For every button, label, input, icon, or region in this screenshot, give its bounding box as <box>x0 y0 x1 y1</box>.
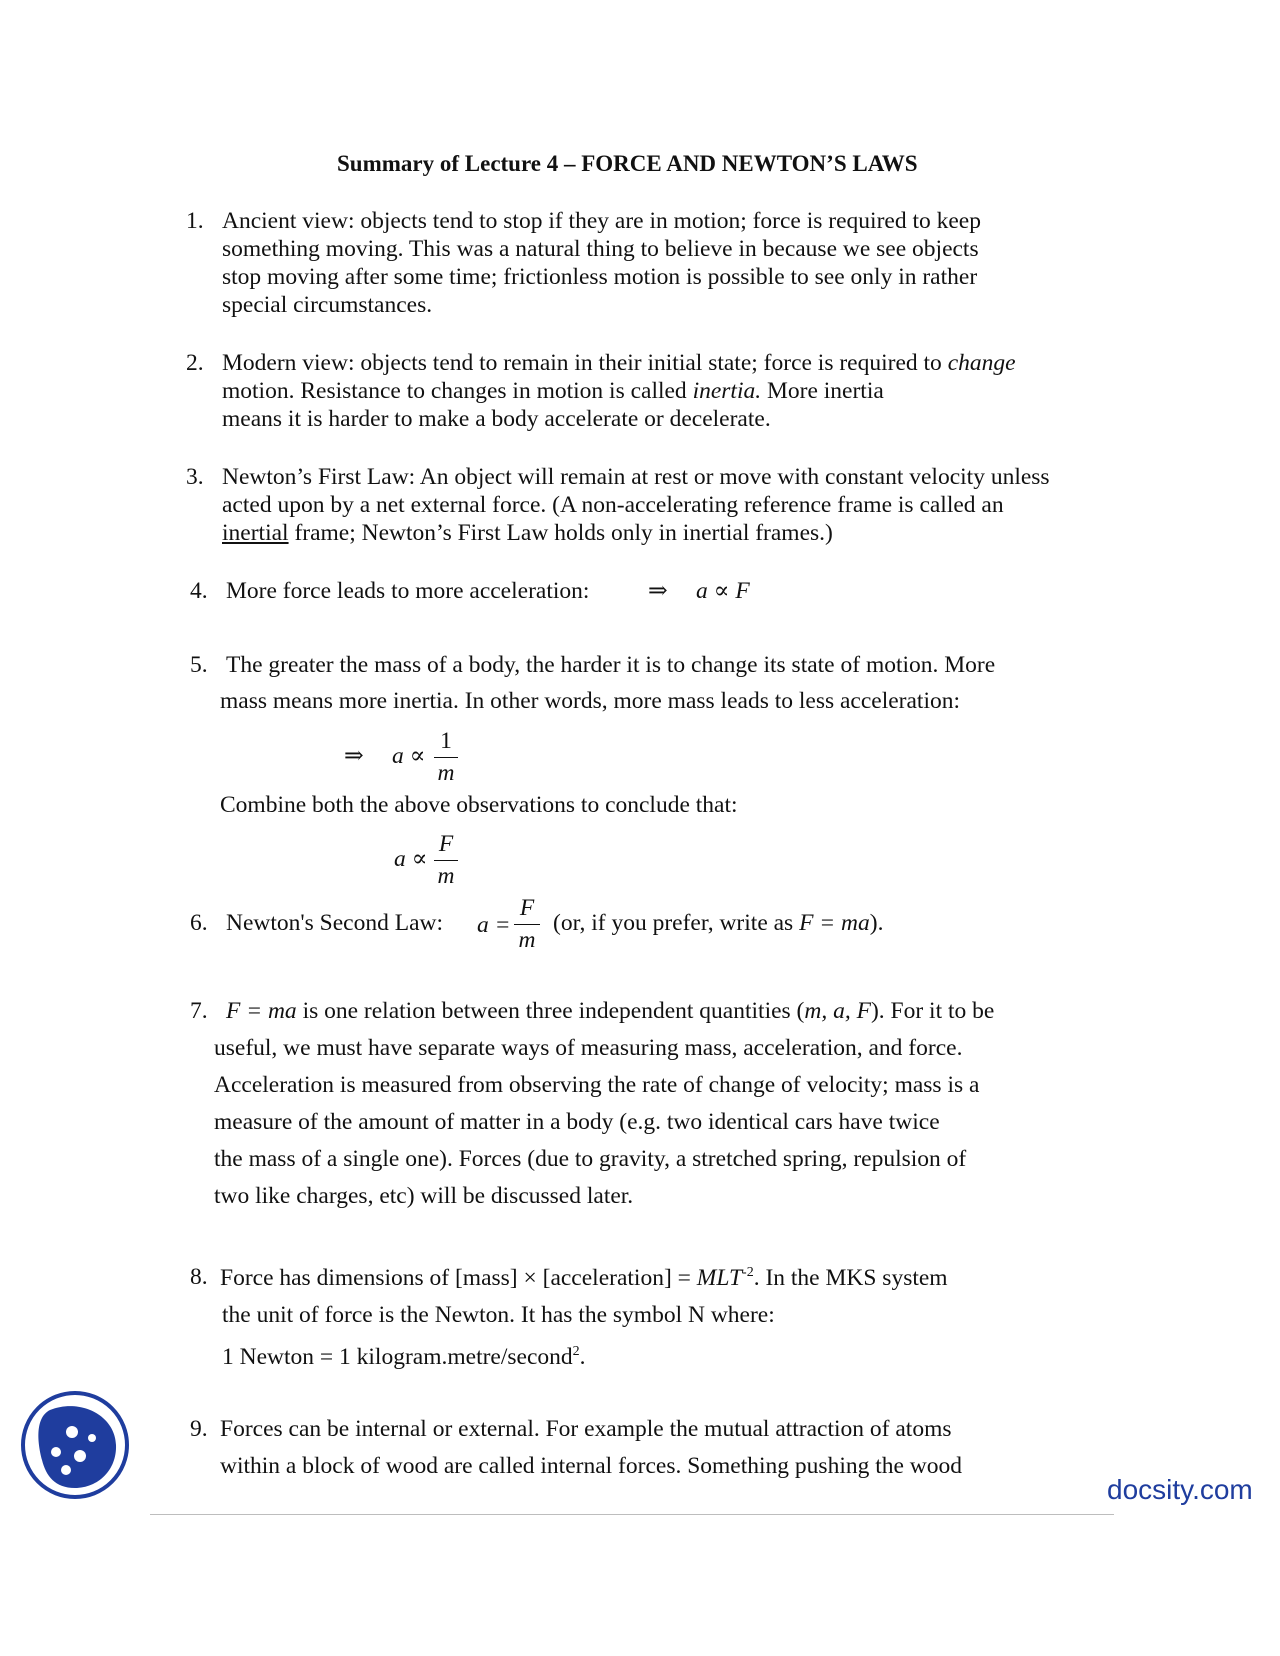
item-5-implies-arrow: ⇒ <box>344 743 364 769</box>
item-8-exponent: 2 <box>572 1344 580 1359</box>
item-5-fraction-1 <box>434 730 458 785</box>
item-2-number: 2. <box>186 350 204 376</box>
item-7-line-6: two like charges, etc) will be discussed later. <box>214 1183 634 1209</box>
item-8-dimension: MLT <box>696 1264 743 1291</box>
item-1-number: 1. <box>186 208 204 234</box>
item-8-exponent: -2 <box>742 1265 754 1280</box>
item-3-underlined-inertial: inertial <box>222 520 289 546</box>
item-5-formula-1-lhs: a ∝ <box>392 743 426 769</box>
item-6-tail-text: (or, if you prefer, write as <box>553 910 800 936</box>
item-7-text: ). For it to be <box>870 998 995 1024</box>
item-8-text: Force has dimensions of [mass] × [acceleration] = <box>220 1264 697 1291</box>
page-title: Summary of Lecture 4 – FORCE AND NEWTON’S LAWS <box>337 151 918 176</box>
fraction-numerator: 1 <box>440 728 452 754</box>
item-7-line-1 <box>226 1000 994 1024</box>
item-2-line-1 <box>222 352 1016 376</box>
item-8-line-1 <box>220 1266 948 1290</box>
fraction-numerator: F <box>519 895 535 921</box>
item-1-line-3: stop moving after some time; frictionless motion is possible to see only in rather <box>222 264 978 290</box>
fraction-bar <box>434 757 458 758</box>
item-2-text: Modern view: objects tend to remain in their initial state; force is required to <box>222 350 948 376</box>
item-2-text: motion. Resistance to changes in motion is called <box>222 378 693 404</box>
fraction-denominator: m <box>437 759 455 786</box>
item-7-text: is one relation between three independent quantities ( <box>296 998 805 1024</box>
item-6-fraction <box>514 897 540 952</box>
item-8-text: . <box>579 1343 586 1370</box>
item-2-line-3: means it is harder to make a body accelerate or decelerate. <box>222 406 771 432</box>
fraction-bar <box>434 860 458 861</box>
item-8-text: . In the MKS system <box>753 1264 948 1291</box>
item-5-line-2: mass means more inertia. In other words, more mass leads to less acceleration: <box>220 688 961 714</box>
item-6-formula-lhs: a = <box>477 912 511 938</box>
item-8-number: 8. <box>190 1264 208 1290</box>
fraction-numerator: F <box>438 831 454 857</box>
item-9-number: 9. <box>190 1416 208 1442</box>
item-2-line-2 <box>222 380 884 404</box>
item-9-line-1: Forces can be internal or external. For example the mutual attraction of atoms <box>220 1416 952 1442</box>
item-7-line-3: Acceleration is measured from observing the rate of change of velocity; mass is a <box>214 1072 980 1098</box>
item-6-number: 6. <box>190 910 208 936</box>
item-4-text: More force leads to more acceleration: <box>226 578 590 604</box>
item-7-quantities: m, a, F <box>804 998 871 1024</box>
item-6-tail-formula: F = ma <box>799 910 870 936</box>
item-7-number: 7. <box>190 998 208 1024</box>
item-1-line-1: Ancient view: objects tend to stop if they are in motion; force is required to keep <box>222 208 981 234</box>
item-7-line-5: the mass of a single one). Forces (due to gravity, a stretched spring, repulsion of <box>214 1146 967 1172</box>
item-1-line-2: something moving. This was a natural thing to believe in because we see objects <box>222 236 979 262</box>
item-7-line-4: measure of the amount of matter in a body (e.g. two identical cars have twice <box>214 1109 940 1135</box>
item-8-text: 1 Newton = 1 kilogram.metre/second <box>222 1343 573 1370</box>
docsity-logo-icon[interactable] <box>20 1390 130 1500</box>
item-1-line-4: special circumstances. <box>222 292 433 318</box>
item-3-line-1: Newton’s First Law: An object will remain at rest or move with constant velocity unless <box>222 464 1050 490</box>
item-5-line-1: The greater the mass of a body, the harder it is to change its state of motion. More <box>226 652 996 678</box>
item-6-text: Newton's Second Law: <box>226 910 443 936</box>
fraction-bar <box>514 924 540 925</box>
item-9-line-2: within a block of wood are called internal forces. Something pushing the wood <box>220 1453 963 1479</box>
item-6-tail-text: ). <box>869 910 884 936</box>
item-3-text: frame; Newton’s First Law holds only in inertial frames.) <box>288 520 833 546</box>
item-3-number: 3. <box>186 464 204 490</box>
docsity-brand-link[interactable]: docsity.com <box>1107 1474 1253 1505</box>
fraction-denominator: m <box>437 862 455 889</box>
item-7-formula: F = ma <box>226 998 297 1024</box>
footer-divider <box>150 1514 1114 1515</box>
item-3-line-3 <box>222 522 833 546</box>
item-5-combine-line: Combine both the above observations to conclude that: <box>220 792 738 818</box>
item-6-tail <box>553 912 883 936</box>
item-2-text: More inertia <box>761 378 884 404</box>
fraction-denominator: m <box>518 926 536 953</box>
item-4-formula: a ∝ F <box>696 578 750 604</box>
item-5-fraction-2 <box>434 833 458 888</box>
item-4-implies-arrow: ⇒ <box>648 578 668 604</box>
item-5-formula-2-lhs: a ∝ <box>394 846 428 872</box>
item-3-line-2: acted upon by a net external force. (A non-accelerating reference frame is called an <box>222 492 1004 518</box>
item-8-line-3 <box>222 1345 586 1369</box>
item-8-line-2: the unit of force is the Newton. It has the symbol N where: <box>222 1302 775 1328</box>
item-2-emphasis-inertia: inertia. <box>692 378 762 404</box>
item-4-number: 4. <box>190 578 208 604</box>
item-2-emphasis-change: change <box>947 350 1016 376</box>
item-5-number: 5. <box>190 652 208 678</box>
item-7-line-2: useful, we must have separate ways of measuring mass, acceleration, and force. <box>214 1035 963 1061</box>
